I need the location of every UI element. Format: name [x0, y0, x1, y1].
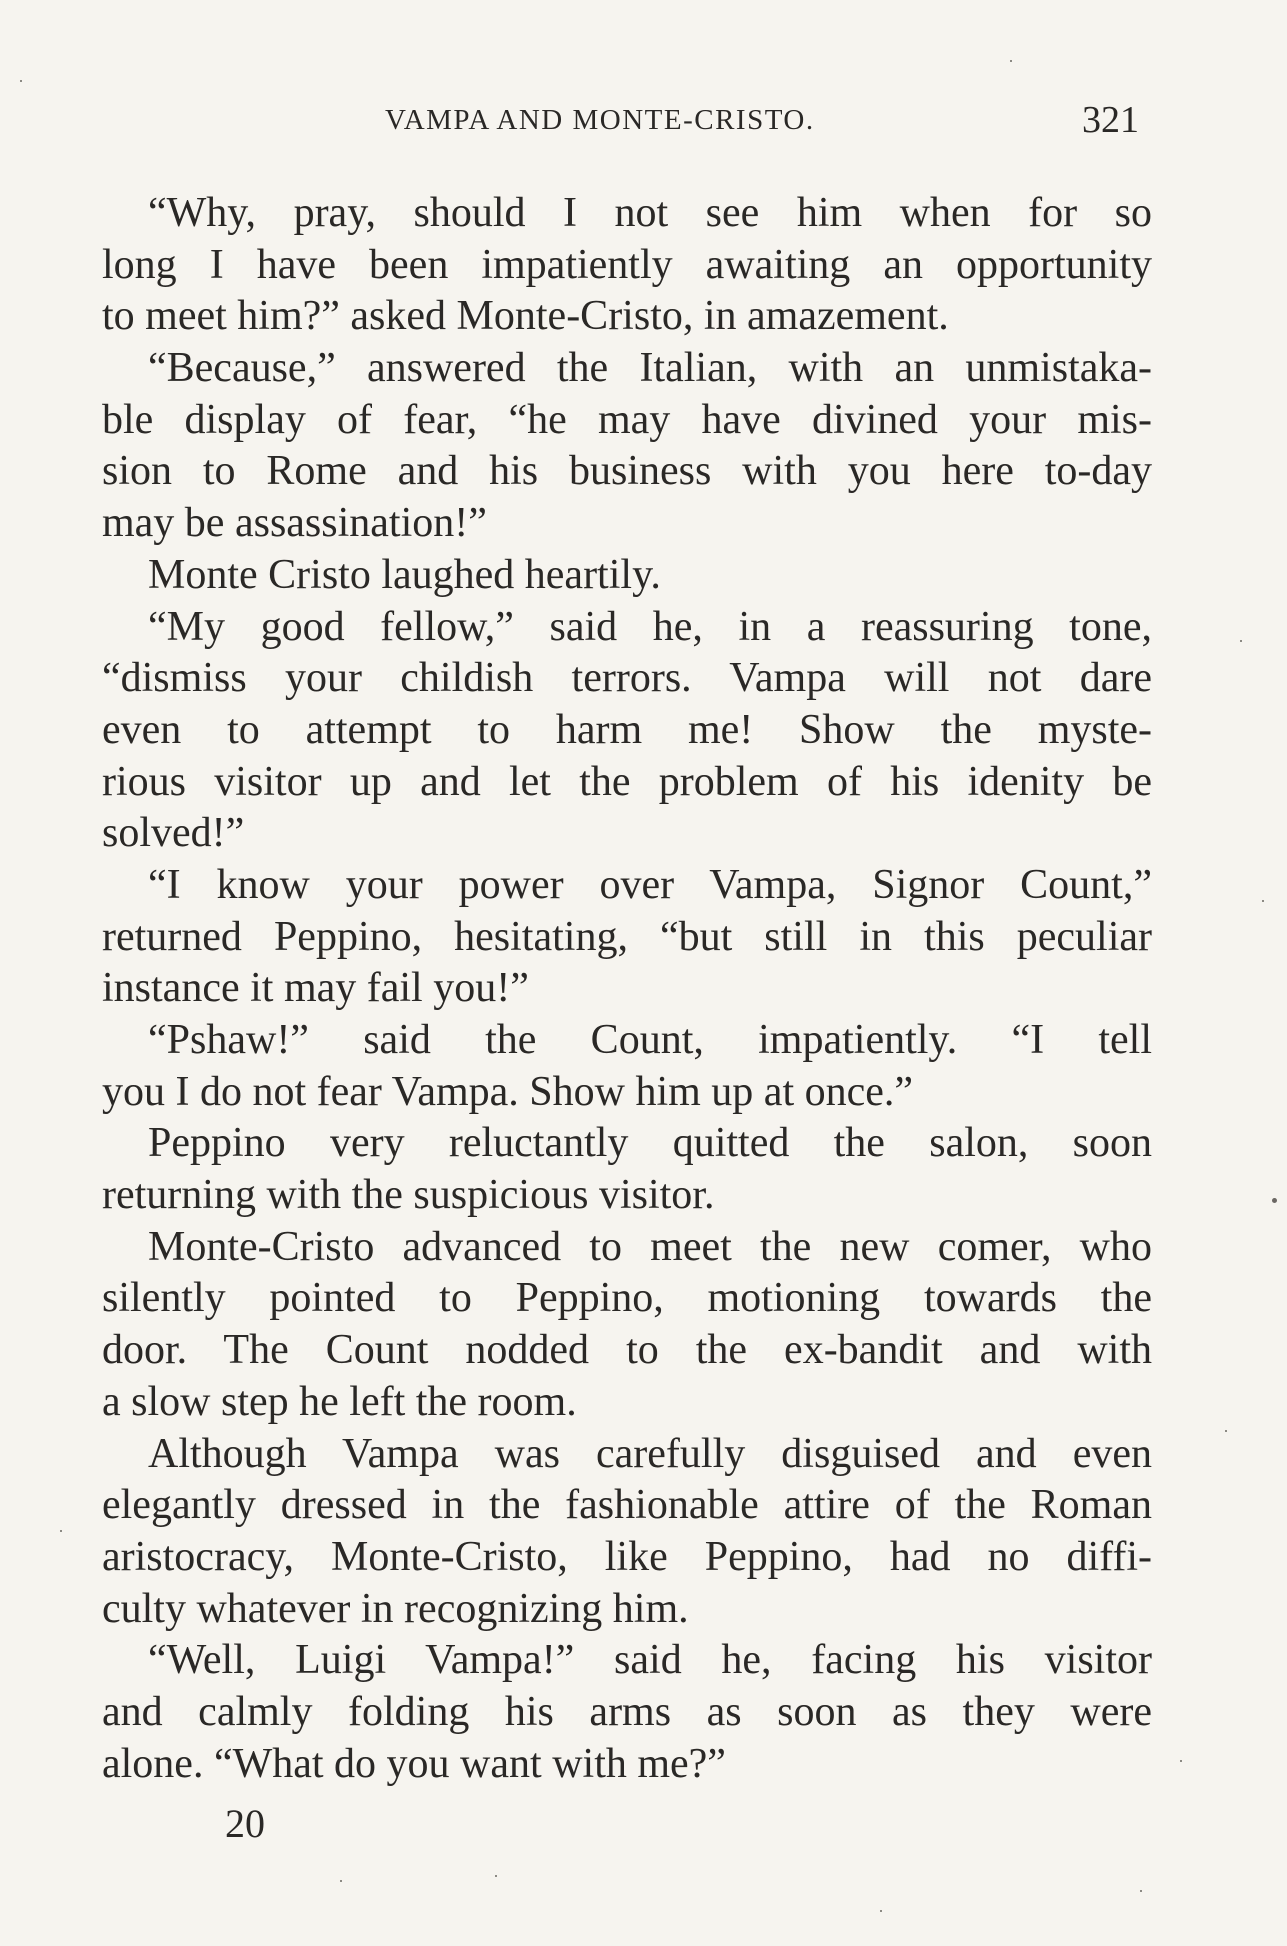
text-line: a slow step he left the room. [102, 1378, 577, 1425]
text-line: Peppino very reluctantly quitted the salon, soon [148, 1120, 1152, 1167]
text-line: ble display of fear, “he may have divined your mis- [102, 396, 1152, 443]
text-line: “Why, pray, should I not see him when for so [148, 190, 1152, 236]
text-line: “Pshaw!” said the Count, impatiently. “I tell [148, 1017, 1152, 1063]
text-line: “My good fellow,” said he, in a reassuring tone, [148, 603, 1152, 650]
text-line: returning with the suspicious visitor. [102, 1172, 715, 1219]
running-head [100, 99, 1160, 152]
text-line: alone. “What do you want with me?” [102, 1740, 726, 1787]
text-line: “dismiss your childish terrors. Vampa will not dare [102, 655, 1152, 702]
text-line: Monte-Cristo advanced to meet the new comer, who [148, 1223, 1152, 1270]
text-line: sion to Rome and his business with you here to-day [102, 448, 1152, 495]
page-number: 321 [1082, 99, 1139, 141]
body-text [102, 188, 1152, 1790]
text-line: “I know your power over Vampa, Signor Count,” [148, 861, 1152, 908]
paper-speck [880, 1910, 882, 1912]
text-line: may be assassination!” [102, 500, 487, 547]
paper-speck [1262, 900, 1264, 902]
paper-speck [20, 80, 22, 82]
text-line: and calmly folding his arms as soon as they were [102, 1688, 1152, 1735]
paper-speck [1180, 1760, 1182, 1762]
text-line: to meet him?” asked Monte-Cristo, in amazement. [102, 293, 949, 340]
paper-speck [1272, 1198, 1277, 1203]
text-line: instance it may fail you!” [102, 965, 529, 1012]
text-line: Monte Cristo laughed heartily. [148, 551, 661, 598]
text-line: even to attempt to harm me! Show the myste- [102, 706, 1152, 753]
text-line: solved!” [102, 810, 245, 857]
text-line: returned Peppino, hesitating, “but still in this peculiar [102, 913, 1152, 960]
signature-mark: 20 [225, 1801, 265, 1846]
paper-speck [1140, 1890, 1142, 1892]
text-line: long I have been impatiently awaiting an opportunity [102, 241, 1152, 288]
text-line: rious visitor up and let the problem of his idenity be [102, 758, 1152, 805]
paper-speck [1225, 1430, 1227, 1432]
text-line: culty whatever in recognizing him. [102, 1585, 689, 1632]
text-line: door. The Count nodded to the ex-bandit and with [102, 1327, 1152, 1374]
text-line: aristocracy, Monte-Cristo, like Peppino, had no diffi- [102, 1533, 1152, 1580]
text-line: Although Vampa was carefully disguised and even [148, 1430, 1152, 1477]
text-line: you I do not fear Vampa. Show him up at once.” [102, 1068, 914, 1115]
paper-speck [60, 1530, 62, 1532]
text-line: silently pointed to Peppino, motioning towards the [102, 1275, 1152, 1322]
text-line: elegantly dressed in the fashionable attire of the Roman [102, 1482, 1152, 1529]
text-line: “Because,” answered the Italian, with an unmistaka- [148, 345, 1152, 392]
running-title: VAMPA AND MONTE-CRISTO. [385, 104, 815, 136]
paper-speck [1240, 640, 1242, 642]
paper-speck [340, 1880, 342, 1882]
paper-speck [1010, 60, 1012, 62]
paper-speck [495, 1875, 497, 1877]
text-line: “Well, Luigi Vampa!” said he, facing his visitor [148, 1637, 1152, 1684]
